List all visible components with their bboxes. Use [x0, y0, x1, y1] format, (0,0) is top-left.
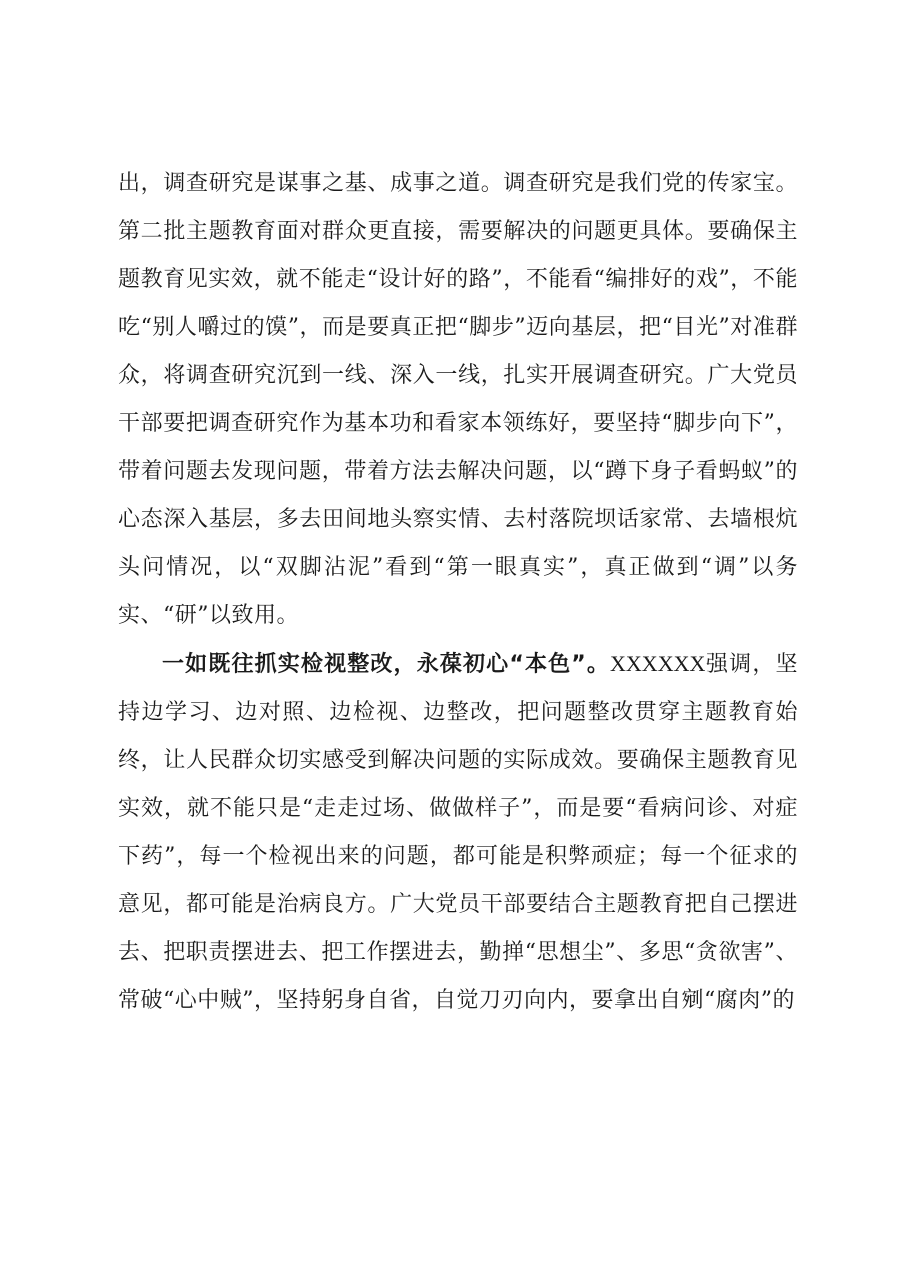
document-body: [118, 160, 798, 1025]
paragraph-heading: 一如既往抓实检视整改，永葆初心“本色”。: [162, 652, 611, 677]
paragraph-rectification: [118, 640, 798, 1025]
redacted-name: XXXXXX: [610, 651, 706, 676]
paragraph-text: 出，调查研究是谋事之基、成事之道。调查研究是我们党的传家宝。第二批主题教育面对群众更直接，需要解决的问题更具体。要确保主题教育见实效，就不能走“设计好的路”，不能看“编排好的戏”，不能吃“别人嚼过的馍”，而是要真正把“脚步”迈向基层，把“目光”对准群众，将调查研究沉到一线、深入一线，扎实开展调查研究。广大党员干部要把调查研究作为基本功和看家本领练好，要坚持“脚步向下”，带着问题去发现问题，带着方法去解决问题，以“蹲下身子看蚂蚁”的心态深入基层，多去田间地头察实情、去村落院坝话家常、去墙根炕头问情况，以“双脚沾泥”看到“第一眼真实”，真正做到“调”以务实、“研”以致用。: [118, 171, 798, 628]
paragraph-continued: [118, 160, 798, 640]
paragraph-text: 强调，坚持边学习、边对照、边检视、边整改，把问题整改贯穿主题教育始终，让人民群众切实感受到解决问题的实际成效。要确保主题教育见实效，就不能只是“走走过场、做做样子”，而是要“看病问诊、对症下药”，每一个检视出来的问题，都可能是积弊顽症；每一个征求的意见，都可能是治病良方。广大党员干部要结合主题教育把自己摆进去、把职责摆进去、把工作摆进去，勤掸“思想尘”、多思“贪欲害”、常破“心中贼”，坚持躬身自省，自觉刀刃向内，要拿出自剜“腐肉”的: [118, 652, 798, 1013]
